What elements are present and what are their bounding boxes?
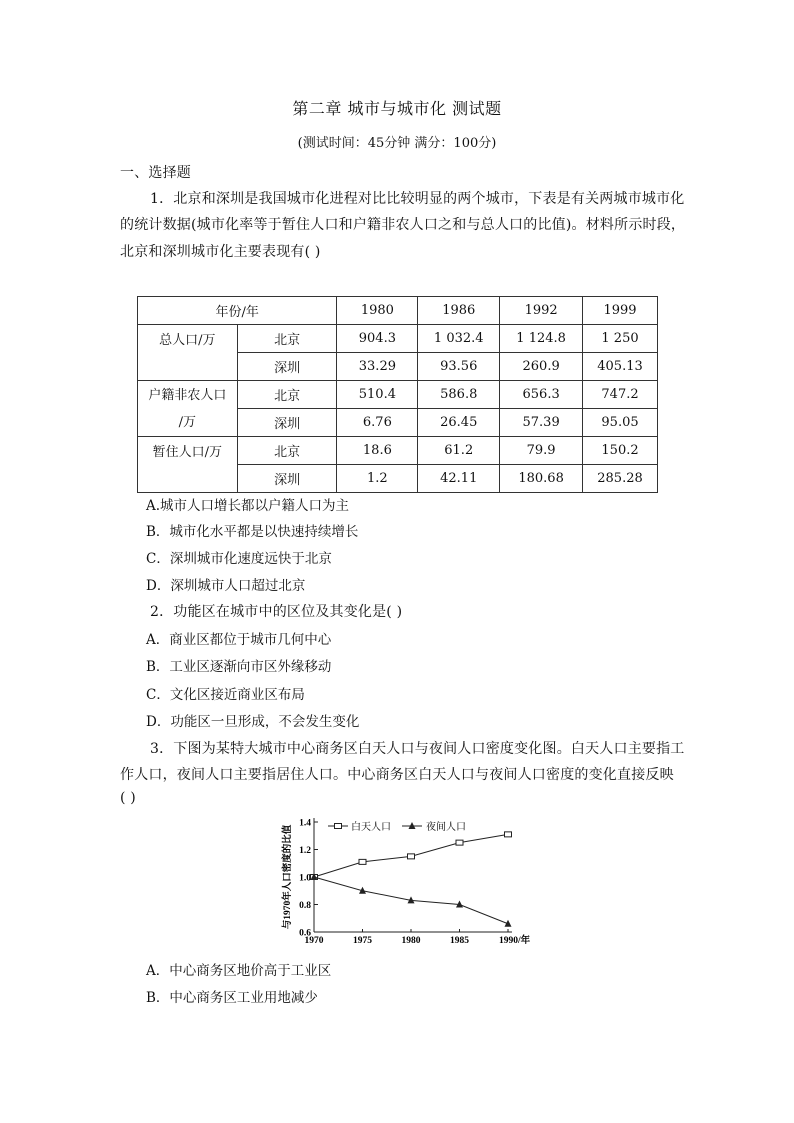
day-population-point	[456, 840, 463, 845]
section-heading: 一、选择题	[120, 165, 191, 181]
q1-option-c: C．深圳城市化速度远快于北京	[146, 551, 332, 567]
q1-stem-line-2: 的统计数据(城市化率等于暂住人口和户籍非农人口之和与总人口的比值)。材料所示时段，	[120, 217, 686, 233]
table-cell: 1 032.4	[418, 325, 500, 353]
page-subtitle: (测试时间：45分钟 满分：100分)	[297, 136, 497, 151]
table-cell: 656.3	[500, 381, 583, 409]
x-tick-label: 1990/年	[499, 936, 531, 946]
population-density-chart	[278, 812, 548, 952]
table-year: 1980	[337, 297, 418, 325]
day-population-point	[359, 859, 366, 864]
table-year: 1999	[583, 297, 658, 325]
table-cell: 33.29	[337, 353, 418, 381]
table-city-cell: 北京	[237, 381, 337, 409]
table-city-cell: 北京	[237, 437, 337, 465]
table-cell: 586.8	[418, 381, 500, 409]
q3-option-b: B．中心商务区工业用地减少	[146, 990, 318, 1006]
legend-day-marker	[335, 824, 342, 829]
q1-option-b: B．城市化水平都是以快速持续增长	[146, 524, 359, 540]
group-label-unit: /万	[178, 414, 197, 430]
table-cell: 150.2	[583, 437, 658, 465]
table-row	[138, 381, 658, 409]
table-cell: 61.2	[418, 437, 500, 465]
y-axis-label: 与1970年人口密度的比值	[283, 824, 293, 930]
table-city-cell: 北京	[237, 325, 337, 353]
table-cell: 904.3	[337, 325, 418, 353]
legend-day-label: 白天人口	[351, 822, 391, 833]
y-tick-label: 1.4	[299, 818, 311, 829]
chart-marks	[311, 832, 512, 927]
table-cell: 405.13	[583, 353, 658, 381]
legend-night-label: 夜间人口	[426, 822, 466, 833]
page-title: 第二章 城市与城市化 测试题	[292, 99, 502, 118]
table-cell: 18.6	[337, 437, 418, 465]
q2-option-b: B．工业区逐渐向市区外缘移动	[146, 659, 332, 675]
table-year: 1986	[418, 297, 500, 325]
q1-stem-line-3: 北京和深圳城市化主要表现有( )	[120, 244, 321, 260]
table-row	[138, 325, 658, 353]
x-tick-label: 1975	[353, 936, 372, 946]
x-tick-label: 1970	[304, 936, 324, 946]
table-cell: 6.76	[337, 409, 418, 437]
q2-option-d: D．功能区一旦形成，不会发生变化	[146, 714, 360, 730]
q1-stem-line-1: 1．北京和深圳是我国城市化进程对比比较明显的两个城市，下表是有关两城市城市化	[150, 191, 685, 207]
day-population-point	[408, 854, 415, 859]
group-label-text: 总人口/万	[159, 333, 216, 348]
group-label-text: 户籍非农人口	[148, 387, 227, 403]
table-cell: 93.56	[418, 353, 500, 381]
table-cell: 42.11	[418, 465, 500, 493]
table-cell: 180.68	[500, 465, 583, 493]
q3-stem-line-2: 作人口，夜间人口主要指居住人口。中心商务区白天人口与夜间人口密度的变化直接反映	[120, 767, 674, 783]
table-header-label: 年份/年	[138, 297, 337, 325]
table-cell: 1.2	[337, 465, 418, 493]
table-cell: 260.9	[500, 353, 583, 381]
q3-stem-line-3: ( )	[120, 790, 136, 806]
table-cell: 26.45	[418, 409, 500, 437]
table-city-cell: 深圳	[237, 465, 337, 493]
x-tick-label: 1980	[401, 936, 421, 946]
y-tick-label: 0.6	[299, 928, 311, 939]
q3-option-a: A．中心商务区地价高于工业区	[146, 963, 332, 979]
table-cell: 510.4	[337, 381, 418, 409]
table-year: 1992	[500, 297, 583, 325]
q3-stem-line-1: 3．下图为某特大城市中心商务区白天人口与夜间人口密度变化图。白天人口主要指工	[150, 741, 685, 757]
table-group-label	[138, 325, 238, 381]
table-group-label	[138, 381, 238, 437]
q2-stem: 2．功能区在城市中的区位及其变化是( )	[150, 604, 403, 620]
table-row	[138, 437, 658, 465]
day-population-point	[505, 832, 512, 837]
table-cell: 79.9	[500, 437, 583, 465]
x-tick-label: 1985	[450, 936, 469, 946]
q2-option-c: C．文化区接近商业区布局	[146, 687, 305, 703]
chart-legend	[328, 820, 466, 833]
y-tick-label: 0.8	[299, 901, 311, 911]
table-header-row	[138, 297, 658, 325]
q2-option-a: A．商业区都位于城市几何中心	[146, 632, 332, 648]
q1-option-d: D．深圳城市人口超过北京	[146, 578, 306, 594]
table-city-cell: 深圳	[237, 353, 337, 381]
table-cell: 95.05	[583, 409, 658, 437]
y-tick-label: 1.0	[299, 873, 311, 884]
table-cell: 285.28	[583, 465, 658, 493]
table-cell: 1 250	[583, 325, 658, 353]
table-cell: 1 124.8	[500, 325, 583, 353]
q1-option-a: A.城市人口增长都以户籍人口为主	[146, 498, 350, 514]
population-table	[137, 296, 658, 493]
table-group-label	[138, 437, 238, 493]
y-tick-label: 1.2	[299, 846, 311, 856]
table-cell: 57.39	[500, 409, 583, 437]
group-label-text: 暂住人口/万	[152, 445, 223, 460]
table-city-cell: 深圳	[237, 409, 337, 437]
table-cell: 747.2	[583, 381, 658, 409]
